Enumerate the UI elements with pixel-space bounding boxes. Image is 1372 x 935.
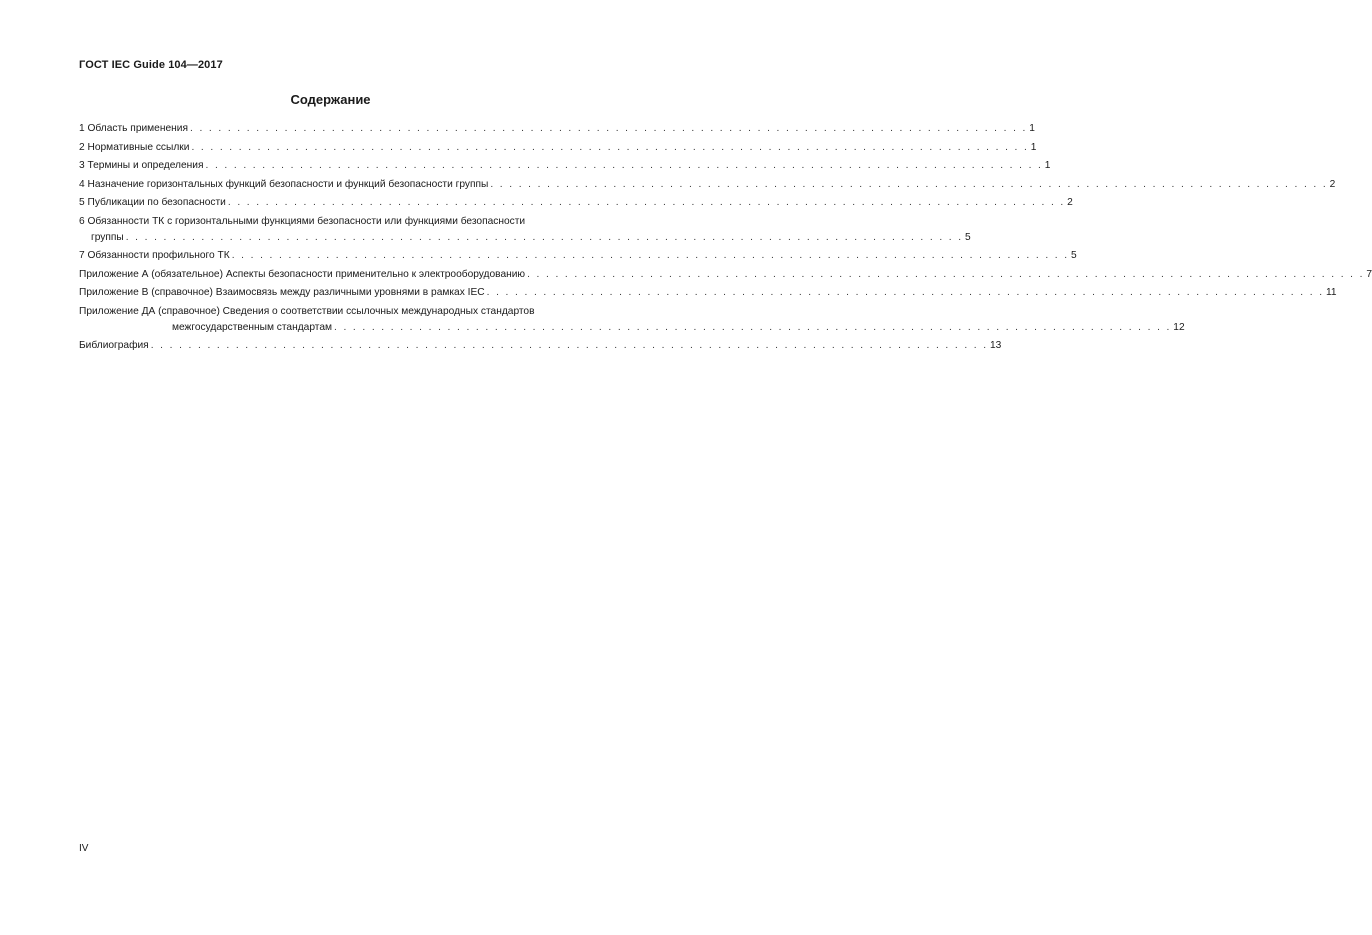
toc-entry-page: 1 xyxy=(1030,141,1037,153)
toc-entry-terms[interactable] xyxy=(79,159,1051,172)
toc-entry-label: Приложение А (обязательное) Аспекты безопасности применительно к электрооборудованию xyxy=(79,268,526,280)
toc-entry-label-line1: 6 Обязанности ТК с горизонтальными функциями безопасности или функциями безопасности xyxy=(79,215,526,227)
toc-entry-profile-tc[interactable] xyxy=(79,249,1077,262)
leader-dots: . . . . . . . . . . . . . . . . . . . . . . . . . . . . . . . . . . . . . . . . . . . . . . . . . . . . . . . . . . . . . . . . . . . . . . . . . . . . . . . . . . . . . . . . . xyxy=(227,197,1066,208)
toc-entry-page: 11 xyxy=(1325,287,1337,298)
toc-entry-page: 1 xyxy=(1044,160,1051,171)
document-code: ГОСТ IEC Guide 104—2017 xyxy=(79,59,223,71)
toc-entry-label: 1 Область применения xyxy=(79,123,188,134)
leader-dots: . . . . . . . . . . . . . . . . . . . . . . . . . . . . . . . . . . . . . . . . . . . . . . . . . . . . . . . . . . . . . . . . . . . . . . . . . . . . . . . . . . . . . . . . . xyxy=(490,178,1328,190)
toc-entry-annex-a[interactable] xyxy=(79,268,1372,281)
toc-entry-safety-publications[interactable] xyxy=(79,196,1073,209)
leader-dots: . . . . . . . . . . . . . . . . . . . . . . . . . . . . . . . . . . . . . . . . . . . . . . . . . . . . . . . . . . . . . . . . . . . . . . . . . . . . . . . . . . . . . . . . . xyxy=(150,340,988,351)
table-of-contents xyxy=(79,122,1372,358)
leader-dots: . . . . . . . . . . . . . . . . . . . . . . . . . . . . . . . . . . . . . . . . . . . . . . . . . . . . . . . . . . . . . . . . . . . . . . . . . . . . . . . . . . . . . . . . . xyxy=(334,321,1172,333)
toc-entry-page: 7 xyxy=(1366,268,1372,280)
toc-entry-label-line1: Приложение ДА (справочное) Сведения о соответствии ссылочных международных стандартов xyxy=(79,305,535,317)
leader-dots: . . . . . . . . . . . . . . . . . . . . . . . . . . . . . . . . . . . . . . . . . . . . . . . . . . . . . . . . . . . . . . . . . . . . . . . . . . . . . . . . . . . . . . . . . xyxy=(191,141,1029,153)
toc-entry-label: 4 Назначение горизонтальных функций безопасности и функций безопасности группы xyxy=(79,178,489,190)
leader-dots: . . . . . . . . . . . . . . . . . . . . . . . . . . . . . . . . . . . . . . . . . . . . . . . . . . . . . . . . . . . . . . . . . . . . . . . . . . . . . . . . . . . . . . . . . xyxy=(231,250,1069,261)
toc-entry-annex-da[interactable] xyxy=(79,305,1185,334)
toc-entry-label: 7 Обязанности профильного ТК xyxy=(79,250,230,261)
toc-entry-annex-b[interactable] xyxy=(79,286,1337,299)
toc-entry-label: 3 Термины и определения xyxy=(79,160,204,171)
toc-entry-page: 5 xyxy=(965,231,971,243)
toc-entry-page: 2 xyxy=(1067,197,1073,208)
leader-dots: . . . . . . . . . . . . . . . . . . . . . . . . . . . . . . . . . . . . . . . . . . . . . . . . . . . . . . . . . . . . . . . . . . . . . . . . . . . . . . . . . . . . . . . . . xyxy=(205,160,1043,171)
toc-entry-label: Приложение В (справочное) Взаимосвязь между различными уровнями в рамках IEC xyxy=(79,287,485,298)
toc-entry-label: 2 Нормативные ссылки xyxy=(79,141,190,153)
toc-entry-normative-references[interactable] xyxy=(79,141,1037,154)
page-number: IV xyxy=(79,843,89,854)
toc-entry-page: 2 xyxy=(1329,178,1336,190)
toc-entry-tc-responsibilities[interactable] xyxy=(79,215,971,244)
toc-entry-label-line2: межгосударственным стандартам xyxy=(172,321,332,333)
toc-entry-horizontal-functions[interactable] xyxy=(79,178,1336,191)
toc-entry-label-line2: группы xyxy=(91,231,124,243)
toc-entry-scope[interactable] xyxy=(79,122,1035,135)
toc-entry-label: Библиография xyxy=(79,340,149,351)
toc-entry-page: 1 xyxy=(1029,123,1035,134)
leader-dots: . . . . . . . . . . . . . . . . . . . . . . . . . . . . . . . . . . . . . . . . . . . . . . . . . . . . . . . . . . . . . . . . . . . . . . . . . . . . . . . . . . . . . . . . . xyxy=(189,123,1028,134)
toc-entry-page: 13 xyxy=(990,340,1002,351)
leader-dots: . . . . . . . . . . . . . . . . . . . . . . . . . . . . . . . . . . . . . . . . . . . . . . . . . . . . . . . . . . . . . . . . . . . . . . . . . . . . . . . . . . . . . . . . . xyxy=(486,287,1324,298)
leader-dots: . . . . . . . . . . . . . . . . . . . . . . . . . . . . . . . . . . . . . . . . . . . . . . . . . . . . . . . . . . . . . . . . . . . . . . . . . . . . . . . . . . . . . . . . . xyxy=(527,268,1365,280)
toc-entry-bibliography[interactable] xyxy=(79,339,1002,352)
toc-title: Содержание xyxy=(290,92,371,107)
toc-entry-page: 12 xyxy=(1173,321,1185,333)
leader-dots: . . . . . . . . . . . . . . . . . . . . . . . . . . . . . . . . . . . . . . . . . . . . . . . . . . . . . . . . . . . . . . . . . . . . . . . . . . . . . . . . . . . . . . . . . xyxy=(125,231,964,243)
toc-entry-label: 5 Публикации по безопасности xyxy=(79,197,226,208)
toc-entry-page: 5 xyxy=(1071,250,1077,261)
